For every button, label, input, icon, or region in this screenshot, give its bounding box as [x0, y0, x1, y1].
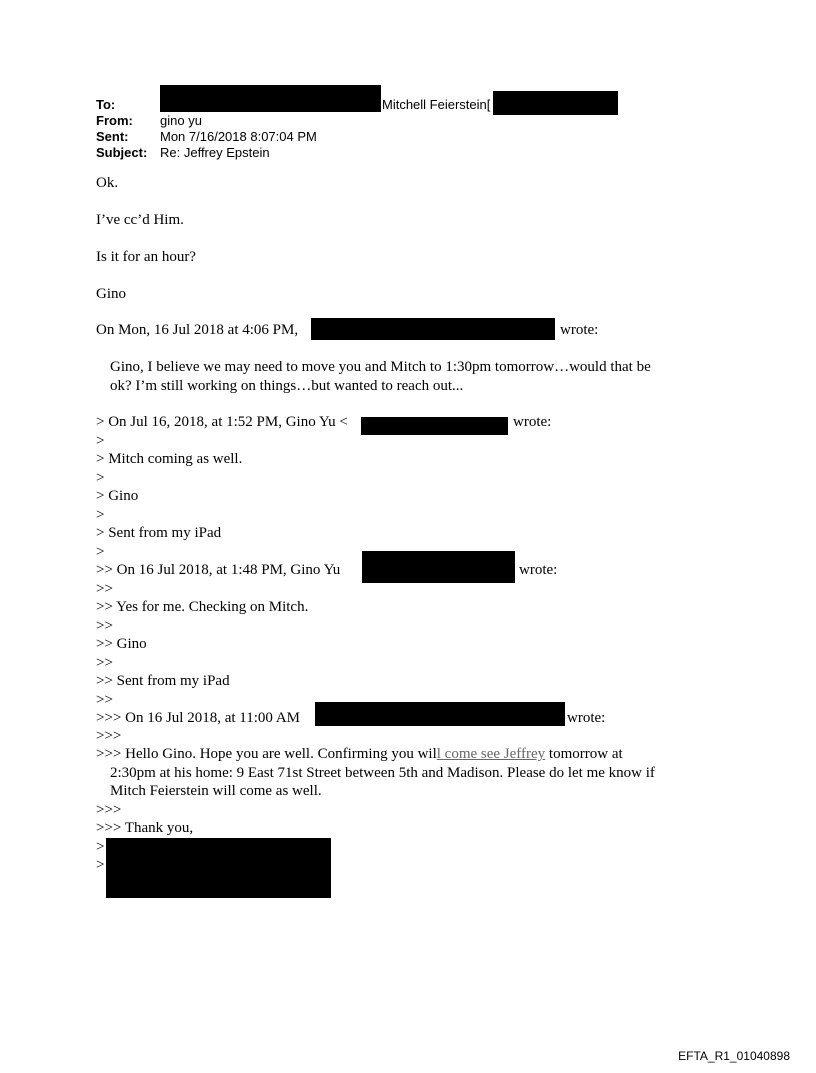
- quote4-line: Mitch Feierstein will come as well.: [110, 783, 322, 799]
- quote2-marker: >: [96, 507, 105, 523]
- document-id: EFTA_R1_01040898: [678, 1049, 790, 1063]
- quote4-intro: >>> On 16 Jul 2018, at 11:00 AM: [96, 710, 300, 726]
- subject-value: Re: Jeffrey Epstein: [160, 145, 270, 160]
- subject-label: Subject:: [96, 145, 148, 160]
- to-label: To:: [96, 97, 116, 112]
- quote4-marker: >: [96, 839, 105, 855]
- quote1-wrote: wrote:: [560, 322, 599, 338]
- redaction-quote1-sender: [311, 318, 555, 340]
- quote3-line: >> Sent from my iPad: [96, 673, 230, 689]
- quote3-marker: >>: [96, 655, 113, 671]
- redaction-to-2: [493, 91, 618, 115]
- quote4-marker: >>>: [96, 802, 122, 818]
- quote4-line: [96, 745, 623, 763]
- quote2-marker: >: [96, 544, 105, 560]
- quote3-marker: >>: [96, 692, 113, 708]
- quote3-marker: >>: [96, 618, 113, 634]
- quote2-line: > Mitch coming as well.: [96, 451, 243, 467]
- quote4-wrote: wrote:: [567, 710, 606, 726]
- reply-line: Is it for an hour?: [96, 249, 196, 265]
- from-value: gino yu: [160, 113, 202, 128]
- quote4-marker: >: [96, 857, 105, 873]
- quote3-marker: >>: [96, 581, 113, 597]
- quote3-line: >> Yes for me. Checking on Mitch.: [96, 599, 309, 615]
- reply-signature: Gino: [96, 286, 126, 302]
- redaction-signature: [106, 838, 331, 898]
- quote2-marker: >: [96, 470, 105, 486]
- to-value: Mitchell Feierstein[: [382, 97, 491, 112]
- reply-line: I’ve cc’d Him.: [96, 212, 184, 228]
- quote4-line1-start: >>> Hello Gino. Hope you are well. Confirming you wil: [96, 746, 437, 762]
- quote3-intro: >> On 16 Jul 2018, at 1:48 PM, Gino Yu: [96, 562, 341, 578]
- redaction-quote2-email: [361, 417, 508, 435]
- quote2-wrote: wrote:: [513, 414, 552, 430]
- sent-value: Mon 7/16/2018 8:07:04 PM: [160, 129, 317, 144]
- quote2-marker: >: [96, 433, 105, 449]
- quote1-intro: On Mon, 16 Jul 2018 at 4:06 PM,: [96, 322, 299, 338]
- quote2-line: > Gino: [96, 488, 139, 504]
- quote4-marker: >>>: [96, 728, 122, 744]
- redaction-quote3-email: [362, 551, 515, 583]
- quote2-intro: > On Jul 16, 2018, at 1:52 PM, Gino Yu <: [96, 414, 348, 430]
- redaction-to-1: [160, 85, 381, 112]
- reply-line: Ok.: [96, 175, 119, 191]
- quote2-line: > Sent from my iPad: [96, 525, 222, 541]
- quote3-wrote: wrote:: [519, 562, 558, 578]
- from-label: From:: [96, 113, 133, 128]
- quote4-line1-end: tomorrow at: [545, 746, 623, 762]
- quote1-line: ok? I’m still working on things…but wanted to reach out...: [110, 378, 464, 394]
- jeffrey-link[interactable]: l come see Jeffrey: [436, 746, 546, 762]
- quote3-line: >> Gino: [96, 636, 147, 652]
- redaction-quote4-sender: [315, 702, 565, 726]
- quote1-line: Gino, I believe we may need to move you and Mitch to 1:30pm tomorrow…would that be: [110, 359, 651, 375]
- quote4-line: 2:30pm at his home: 9 East 71st Street between 5th and Madison. Please do let me know if: [110, 765, 655, 781]
- sent-label: Sent:: [96, 129, 129, 144]
- quote4-line: >>> Thank you,: [96, 820, 194, 836]
